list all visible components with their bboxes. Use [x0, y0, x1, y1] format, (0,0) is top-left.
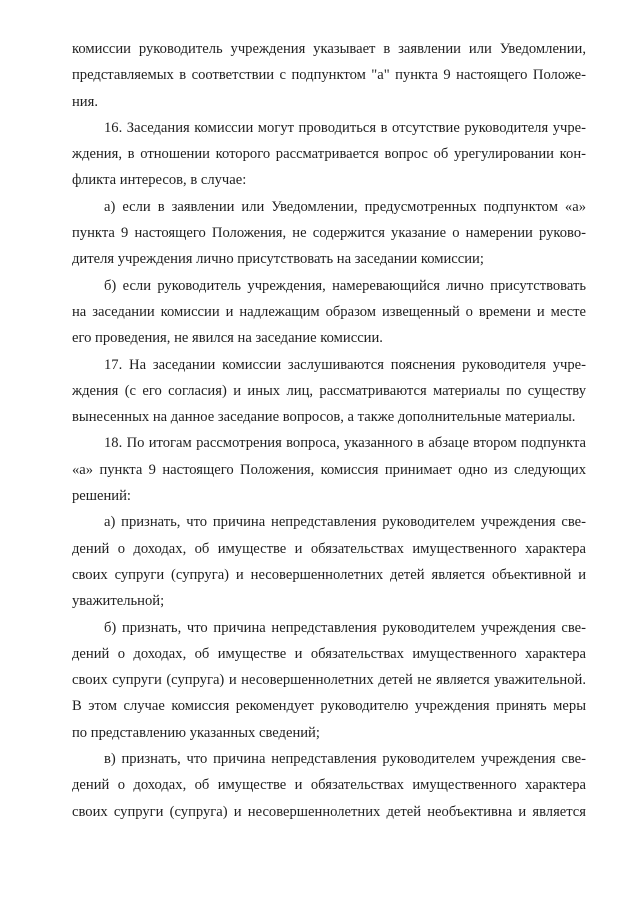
- text-line: комиссии руководитель учреждения указывает в заявлении или Уведомлении,: [72, 41, 586, 57]
- text-line: пункта 9 настоящего Положения, не содержится указание о намерении руково-: [72, 225, 586, 242]
- text-line: по представлению указанных сведений;: [72, 724, 320, 741]
- text-line: б) признать, что причина непредставления руководителем учреждения све-: [104, 619, 586, 636]
- text-line: своих супруги (супруга) и несовершеннолетних детей необъективна и является: [72, 803, 586, 820]
- text-line: на заседании комиссии и надлежащим образом извещенный о времени и месте: [72, 303, 586, 320]
- text-line: В этом случае комиссия рекомендует руководителю учреждения принять меры: [72, 698, 586, 715]
- text-line: в) признать, что причина непредставления руководителем учреждения све-: [104, 751, 586, 768]
- text-line: своих супруги (супруга) и несовершеннолетних детей является объективной и: [72, 566, 586, 583]
- text-line: ния.: [72, 93, 98, 110]
- text-line: вынесенных на данное заседание вопросов, а также дополнительные материалы.: [72, 409, 576, 426]
- text-line: дений о доходах, об имуществе и обязательствах имущественного характера: [72, 777, 586, 794]
- paragraph-18-a: [72, 509, 586, 614]
- text-line: б) если руководитель учреждения, намеревающийся лично присутствовать: [104, 277, 586, 294]
- paragraph-16-b: [72, 273, 586, 352]
- text-line: его проведения, не явился на заседание комиссии.: [72, 330, 383, 347]
- text-line: представляемых в соответствии с подпунктом "а" пункта 9 настоящего Положе-: [72, 67, 586, 84]
- text-line: 18. По итогам рассмотрения вопроса, указанного в абзаце втором подпункта: [104, 435, 586, 452]
- paragraph-18-v: [72, 746, 586, 825]
- text-line: «а» пункта 9 настоящего Положения, комиссия принимает одно из следующих: [72, 461, 586, 478]
- text-line: фликта интересов, в случае:: [72, 172, 247, 189]
- text-line: а) если в заявлении или Уведомлении, предусмотренных подпунктом «а»: [104, 198, 586, 215]
- text-line: своих супруги (супруга) и несовершеннолетних детей не является уважительной.: [72, 672, 586, 689]
- paragraph-18: [72, 430, 586, 509]
- text-line: решений:: [72, 488, 131, 505]
- text-line: ждения (с его согласия) и иных лиц, рассматриваются материалы по существу: [72, 382, 586, 399]
- paragraph-16-a: [72, 194, 586, 273]
- text-line: дителя учреждения лично присутствовать на заседании комиссии;: [72, 251, 484, 268]
- text-line: дений о доходах, об имуществе и обязательствах имущественного характера: [72, 645, 586, 662]
- paragraph-16: [72, 115, 586, 194]
- paragraph-17: [72, 352, 586, 431]
- text-line: 16. Заседания комиссии могут проводиться в отсутствие руководителя учре-: [104, 119, 586, 136]
- paragraph-18-b: [72, 615, 586, 746]
- text-line: дений о доходах, об имуществе и обязательствах имущественного характера: [72, 540, 586, 557]
- paragraph-continuation: [72, 36, 586, 115]
- document-body: [72, 36, 586, 825]
- text-line: ждения, в отношении которого рассматривается вопрос об урегулировании кон-: [72, 146, 586, 163]
- text-line: уважительной;: [72, 593, 165, 610]
- text-line: а) признать, что причина непредставления руководителем учреждения све-: [104, 514, 586, 531]
- text-line: 17. На заседании комиссии заслушиваются пояснения руководителя учре-: [104, 356, 586, 373]
